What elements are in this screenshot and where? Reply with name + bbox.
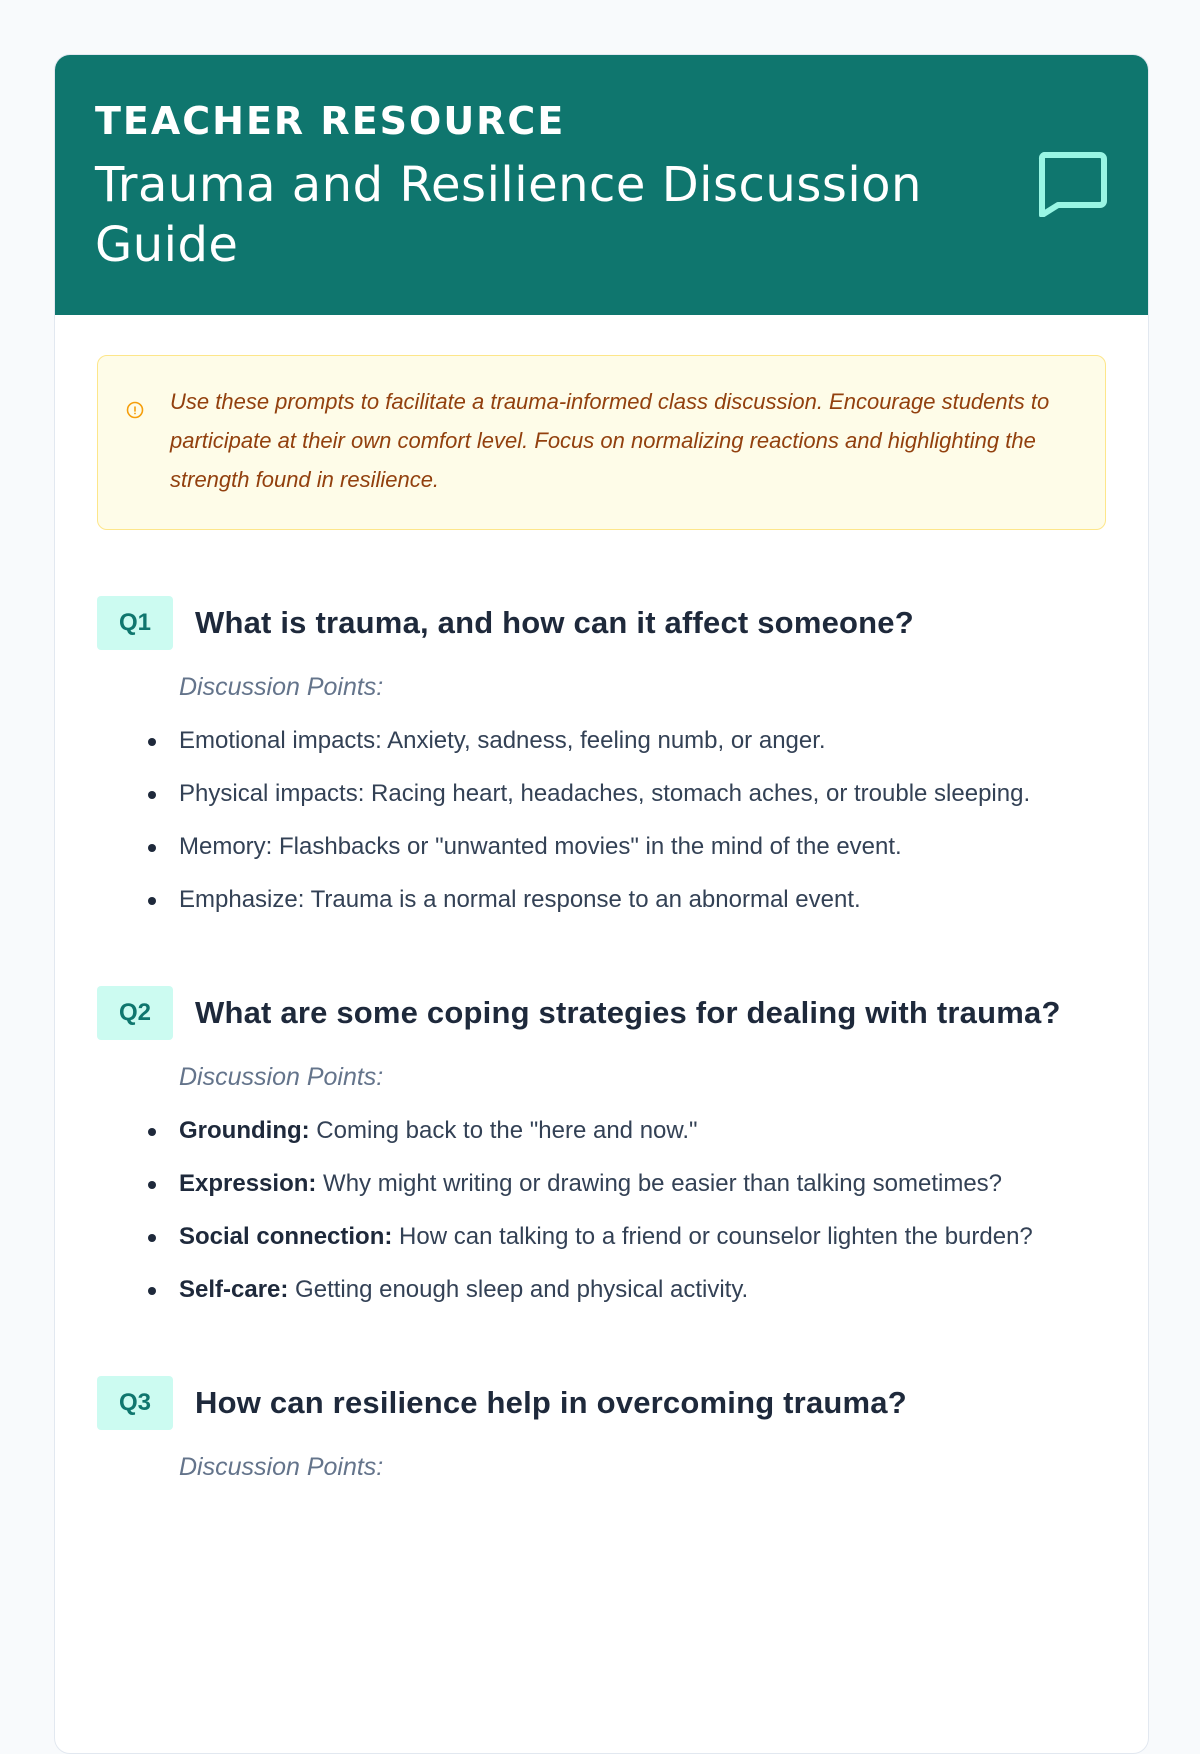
content bbox=[55, 315, 1148, 1484]
header-eyebrow: TEACHER RESOURCE bbox=[95, 99, 566, 143]
list-item: Emotional impacts: Anxiety, sadness, feeling numb, or anger. bbox=[97, 721, 1106, 761]
list-item: Memory: Flashbacks or "unwanted movies" in the mind of the event. bbox=[97, 827, 1106, 867]
question-text: What are some coping strategies for dealing with trauma? bbox=[195, 995, 1061, 1030]
discussion-points-label: Discussion Points: bbox=[179, 1063, 384, 1091]
info-icon bbox=[124, 399, 146, 421]
question-text: How can resilience help in overcoming trauma? bbox=[195, 1385, 907, 1420]
question-text: What is trauma, and how can it affect someone? bbox=[195, 605, 914, 640]
list-item: Physical impacts: Racing heart, headaches, stomach aches, or trouble sleeping. bbox=[97, 774, 1106, 814]
question-badge: Q2 bbox=[97, 986, 173, 1040]
list-item: Emphasize: Trauma is a normal response to an abnormal event. bbox=[97, 880, 1106, 920]
discussion-points-label: Discussion Points: bbox=[179, 1453, 384, 1481]
question-2 bbox=[97, 986, 1106, 1310]
discussion-points-list bbox=[97, 1111, 1106, 1310]
note-text: Use these prompts to facilitate a trauma-informed class discussion. Encourage students to participate at their own comfort level. Focus on normalizing reactions and highlighting the strength found in resilience. bbox=[170, 389, 1050, 492]
question-badge: Q1 bbox=[97, 596, 173, 650]
list-item: Grounding: Coming back to the "here and now." bbox=[97, 1111, 1106, 1151]
resource-card bbox=[54, 54, 1149, 1754]
discussion-points-list bbox=[97, 721, 1106, 920]
page-title: Trauma and Resilience Discussion Guide bbox=[95, 157, 922, 273]
question-badge: Q3 bbox=[97, 1376, 173, 1430]
facilitator-note bbox=[97, 355, 1106, 530]
list-item: Expression: Why might writing or drawing be easier than talking sometimes? bbox=[97, 1164, 1106, 1204]
question-3 bbox=[97, 1376, 1106, 1484]
list-item: Social connection: How can talking to a friend or counselor lighten the burden? bbox=[97, 1217, 1106, 1257]
question-header bbox=[97, 596, 1106, 650]
question-header bbox=[97, 1376, 1106, 1430]
discussion-points-label: Discussion Points: bbox=[179, 673, 384, 701]
chat-bubble-icon bbox=[1036, 151, 1108, 217]
list-item: Self-care: Getting enough sleep and physical activity. bbox=[97, 1270, 1106, 1310]
question-1 bbox=[97, 596, 1106, 920]
header bbox=[55, 55, 1148, 315]
question-header bbox=[97, 986, 1106, 1040]
